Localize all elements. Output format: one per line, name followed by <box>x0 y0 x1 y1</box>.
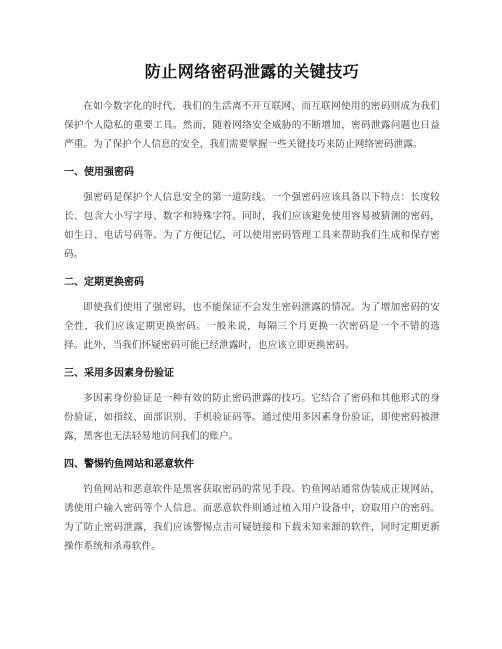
section-body-strong-password: 强密码是保护个人信息安全的第一道防线。一个强密码应该具备以下特点：长度较长、包含大小写字母、数字和特殊字符。同时，我们应该避免使用容易被猜测的密码，如生日、电话号码等。为了方便记忆，可以使用密码管理工具来帮助我们生成和保存密码。 <box>64 192 440 260</box>
section-body-phishing: 钓鱼网站和恶意软件是黑客获取密码的常见手段。钓鱼网站通常伪装成正规网站，诱使用户输入密码等个人信息。而恶意软件则通过植入用户设备中，窃取用户的密码。为了防止密码泄露，我们应该警惕点击可疑链接和下载未知来源的软件，同时定期更新操作系统和杀毒软件。 <box>64 484 440 552</box>
section-heading-phishing: 四、警惕钓鱼网站和恶意软件 <box>64 459 194 470</box>
section-body-change-password: 即使我们使用了强密码，也不能保证不会发生密码泄露的情况。为了增加密码的安全性，我们应该定期更换密码。一般来说，每隔三个月更换一次密码是一个不错的选择。此外，当我们怀疑密码可能已经泄露时，也应该立即更换密码。 <box>64 302 440 351</box>
intro-paragraph: 在如今数字化的时代，我们的生活离不开互联网，而互联网使用的密码则成为我们保护个人隐私的重要工具。然而，随着网络安全威胁的不断增加，密码泄露问题也日益严重。为了保护个人信息的安全，我们需要掌握一些关键技巧来防止网络密码泄露。 <box>64 101 440 150</box>
section-body-multifactor: 多因素身份验证是一种有效的防止密码泄露的技巧。它结合了密码和其他形式的身份验证，如指纹、面部识别、手机验证码等。通过使用多因素身份验证，即使密码被泄露，黑客也无法轻易地访问我们的账户。 <box>64 393 440 442</box>
section-heading-change-password: 二、定期更换密码 <box>64 277 144 288</box>
document-title: 防止网络密码泄露的关键技巧 <box>144 62 360 81</box>
section-heading-strong-password: 一、使用强密码 <box>64 167 134 178</box>
section-heading-multifactor: 三、采用多因素身份验证 <box>64 368 174 379</box>
